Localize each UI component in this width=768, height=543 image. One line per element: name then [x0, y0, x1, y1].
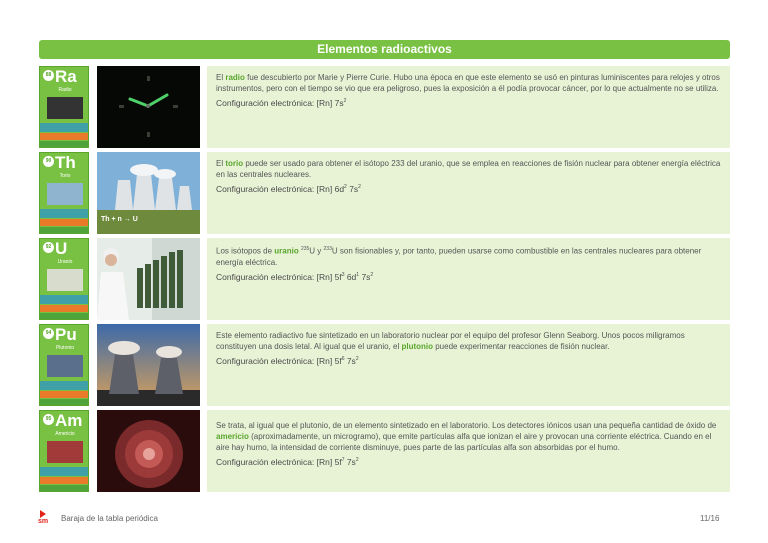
- atomic-number: 88: [43, 70, 54, 81]
- element-name: Plutonio: [55, 345, 75, 351]
- play-icon: [40, 510, 46, 518]
- element-symbol: Am: [55, 411, 83, 430]
- laboratory-photo: [97, 238, 200, 320]
- publisher-logo: sm: [38, 510, 50, 524]
- atomic-number: 94: [43, 328, 54, 339]
- element-name: Torio: [59, 173, 71, 179]
- card-thumbnail: [47, 441, 83, 463]
- element-name: Radio: [58, 87, 72, 93]
- element-symbol: Th: [55, 153, 76, 172]
- element-name: Americio: [55, 431, 75, 437]
- keyword: americio: [216, 432, 249, 441]
- atomic-number: 95: [43, 414, 54, 425]
- electron-configuration: Configuración electrónica: [Rn] $7s^2$: [216, 97, 347, 108]
- element-card-torio: [39, 152, 89, 234]
- keyword: plutonio: [401, 342, 433, 351]
- atomic-number: 92: [43, 242, 54, 253]
- element-card-americio: [39, 410, 89, 492]
- card-thumbnail: [47, 97, 83, 119]
- card-thumbnail: [47, 183, 83, 205]
- page-title: Elementos radioactivos: [39, 40, 730, 59]
- cooling-towers-photo: [97, 152, 200, 234]
- electron-configuration: Configuración electrónica: [Rn] $5f^6$ $7s^2$: [216, 355, 359, 366]
- keyword: torio: [225, 159, 244, 168]
- atomic-number: 90: [43, 156, 54, 167]
- power-plant-photo: [97, 324, 200, 406]
- element-description: Los isótopos de uranio $^{235}$U y $^{233}$U son fisionables y, por tanto, pueden usarse como combustible en las centrales nucleares para obtener energía eléctrica. Configuración electrónica: [Rn] $5f^3$ $6d^1$ $7s^2$: [207, 238, 730, 320]
- clock-photo: [97, 66, 200, 148]
- keyword: uranio: [274, 246, 299, 256]
- element-description: Este elemento radiactivo fue sintetizado en un laboratorio nuclear por el equipo del profesor Glenn Seaborg. Unos pocos miligramos constituyen una dosis letal. Al igual que el uranio, el plutonio puede experimentar reacciones de fisión nuclear. Configuración electrónica: [Rn] $5f^6$ $7s^2$: [207, 324, 730, 406]
- element-symbol: Ra: [55, 67, 77, 86]
- electron-configuration: Configuración electrónica: [Rn] $5f^3$ $6d^1$ $7s^2$: [216, 271, 374, 282]
- element-card-uranio: [39, 238, 89, 320]
- element-symbol: Pu: [55, 325, 77, 344]
- photo-caption: Th + n → U: [101, 216, 138, 223]
- footer-title: Baraja de la tabla periódica: [61, 514, 158, 523]
- electron-configuration: Configuración electrónica: [Rn] $6d^2$ $7s^2$: [216, 183, 361, 194]
- element-name: Uranio: [57, 259, 73, 265]
- element-row-radio: [39, 66, 730, 148]
- page-number: 11/16: [700, 514, 720, 523]
- element-row-torio: [39, 152, 730, 234]
- element-description: El radio fue descubierto por Marie y Pierre Curie. Hubo una época en que este elemento se usó en pinturas luminiscentes para relojes y otros instrumentos, pero con el tiempo se vio que era peligroso, pues la exposición a él podía provocar cáncer, por lo que actualmente no se utiliza. Configuración electrónica: [Rn] $7s^2$: [207, 66, 730, 148]
- element-row-uranio: [39, 238, 730, 320]
- smoke-detector-photo: [97, 410, 200, 492]
- element-row-plutonio: [39, 324, 730, 406]
- element-description: Se trata, al igual que el plutonio, de un elemento sintetizado en el laboratorio. Los detectores iónicos usan una pequeña cantidad de óxido de americio (aproximadamente, un microgramo), que emite partículas alfa que ionizan el aire y provocan una corriente eléctrica. Cuando en el aire hay humo, la intensidad de corriente disminuye, pues parte de las partículas alfa son absorbidas por el humo. Configuración electrónica: [Rn] $5f^7$ $7s^2$: [207, 410, 730, 492]
- electron-configuration: Configuración electrónica: [Rn] $5f^7$ $7s^2$: [216, 456, 359, 467]
- element-description: El torio puede ser usado para obtener el isótopo 233 del uranio, que se emplea en reacciones de fisión nuclear para obtener energía eléctrica en las centrales nucleares. Configuración electrónica: [Rn] $6d^2$ $7s^2$: [207, 152, 730, 234]
- element-row-americio: [39, 410, 730, 492]
- element-symbol: U: [55, 239, 68, 258]
- card-thumbnail: [47, 355, 83, 377]
- element-card-radio: [39, 66, 89, 148]
- card-thumbnail: [47, 269, 83, 291]
- keyword: radio: [225, 73, 245, 82]
- element-card-plutonio: [39, 324, 89, 406]
